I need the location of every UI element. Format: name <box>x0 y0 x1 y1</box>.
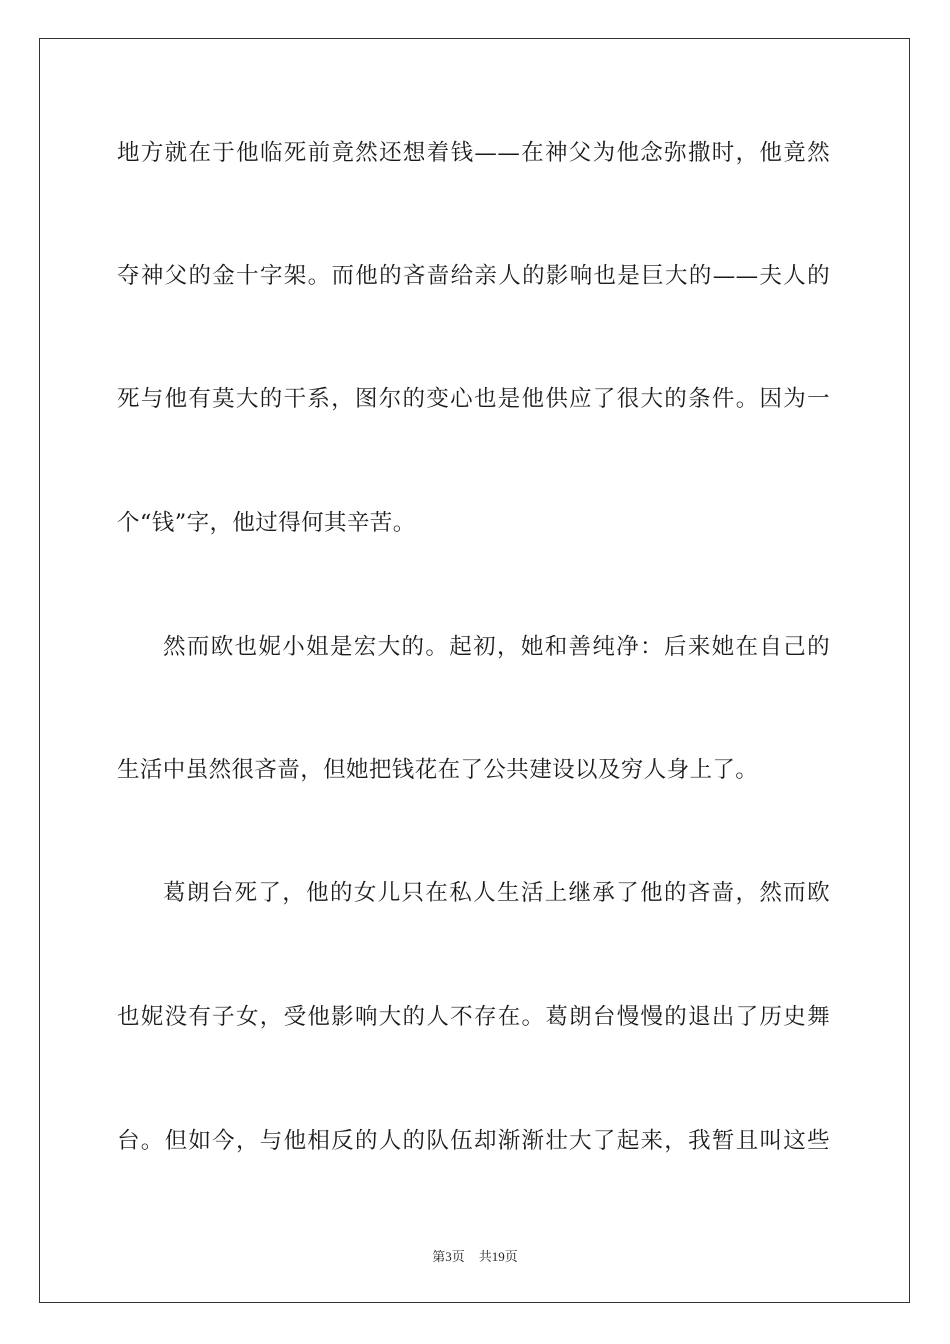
text-line-3: 死与他有莫大的干系，图尔的变心也是他供应了很大的条件。因为一 <box>117 386 830 412</box>
total-pages: 共19页 <box>478 1249 518 1264</box>
page-border <box>39 38 910 1303</box>
page-number: 第3页 <box>432 1249 465 1264</box>
page-footer <box>0 1248 950 1266</box>
text-line-9: 台。但如今，与他相反的人的队伍却渐渐壮大了起来，我暂且叫这些 <box>117 1128 830 1154</box>
text-line-8: 也妮没有子女，受他影响大的人不存在。葛朗台慢慢的退出了历史舞 <box>117 1004 830 1030</box>
text-line-2: 夺神父的金十字架。而他的吝啬给亲人的影响也是巨大的——夫人的 <box>117 263 830 289</box>
text-line-1: 地方就在于他临死前竟然还想着钱——在神父为他念弥撒时，他竟然 <box>117 140 830 166</box>
text-line-5: 然而欧也妮小姐是宏大的。起初，她和善纯净：后来她在自己的 <box>163 634 830 660</box>
text-line-4: 个“钱”字，他过得何其辛苦。 <box>117 510 416 536</box>
text-line-7: 葛朗台死了，他的女儿只在私人生活上继承了他的吝啬，然而欧 <box>163 880 830 906</box>
text-line-6: 生活中虽然很吝啬，但她把钱花在了公共建设以及穷人身上了。 <box>117 757 759 783</box>
